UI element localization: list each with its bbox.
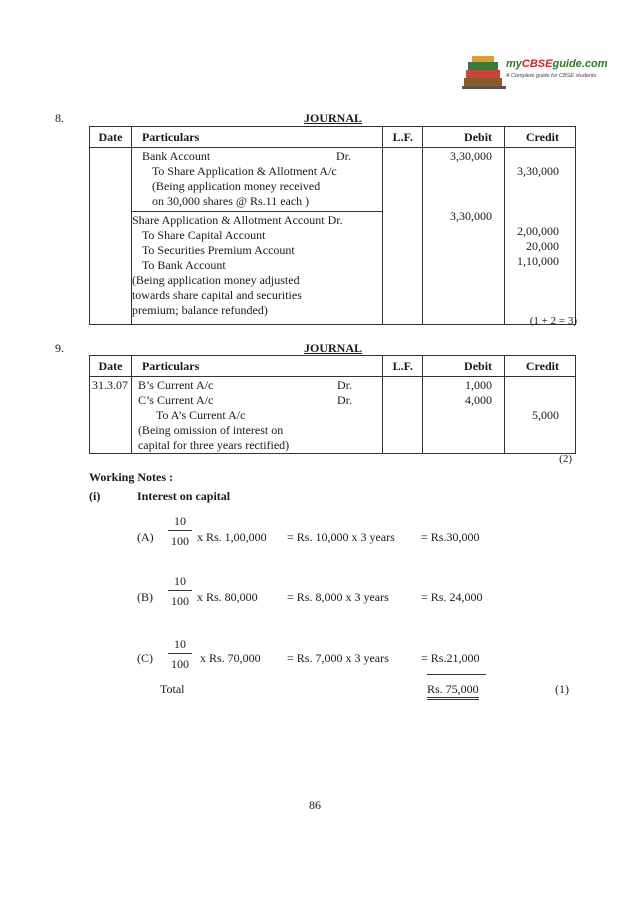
header-credit: Credit <box>505 127 576 148</box>
lf-cell <box>383 148 423 325</box>
header-debit: Debit <box>423 127 505 148</box>
q9-journal-title: JOURNAL <box>304 341 363 355</box>
date-cell <box>90 148 132 325</box>
header-particulars: Particulars <box>131 356 382 377</box>
q9-marks: (2) <box>559 453 572 465</box>
row-a-label: (A) <box>137 530 154 544</box>
header-debit: Debit <box>423 356 505 377</box>
q8-journal-title: JOURNAL <box>304 111 363 125</box>
table-row <box>90 148 576 212</box>
books-icon <box>462 48 506 94</box>
working-notes-sub-title: Interest on capital <box>137 489 231 503</box>
row-c-expression: x Rs. 70,000 <box>200 651 261 665</box>
row-c-calculation: = Rs. 7,000 x 3 years <box>287 651 389 665</box>
row-a-expression: x Rs. 1,00,000 <box>197 530 267 544</box>
debit-cell: 3,30,000 3,30,000 <box>423 148 505 325</box>
header-particulars: Particulars <box>131 127 382 148</box>
row-c-fraction: $\frac{10}{100}$ <box>168 637 192 671</box>
debit-cell: 1,000 4,000 <box>423 377 505 454</box>
logo-brand: myCBSEguide.com <box>506 58 608 70</box>
credit-cell: 3,30,000 2,00,000 20,000 1,10,000 <box>505 148 576 325</box>
row-b-label: (B) <box>137 590 153 604</box>
row-b-expression: x Rs. 80,000 <box>197 590 258 604</box>
logo-tagline: A Complete guide for CBSE students <box>506 73 597 79</box>
header-credit: Credit <box>505 356 576 377</box>
table-header-row <box>90 356 576 377</box>
working-notes-marks: (1) <box>555 682 569 696</box>
row-a-fraction: $\frac{10}{100}$ <box>168 514 192 548</box>
credit-cell: 5,000 <box>505 377 576 454</box>
header-date: Date <box>90 127 132 148</box>
header-lf: L.F. <box>383 127 423 148</box>
question-8-number: 8. <box>55 111 64 125</box>
row-b-calculation: = Rs. 8,000 x 3 years <box>287 590 389 604</box>
question-9-number: 9. <box>55 341 64 355</box>
lf-cell <box>383 377 423 454</box>
table-row <box>90 377 576 454</box>
q8-marks: (1 + 2 = 3) <box>529 315 577 327</box>
header-date: Date <box>90 356 132 377</box>
total-label: Total <box>160 682 185 696</box>
row-a-result: = Rs.30,000 <box>421 530 480 544</box>
row-b-fraction: $\frac{10}{100}$ <box>168 574 192 608</box>
row-c-label: (C) <box>137 651 153 665</box>
page-number: 86 <box>309 798 321 812</box>
working-notes-sub-number: (i) <box>89 489 101 503</box>
total-value: Rs. 75,000 <box>427 682 479 697</box>
particulars-cell: Bank Account Dr. To Share Application & Allotment A/c (Being application money received on 30,000 shares @ Rs.11 each ) <box>131 148 382 212</box>
particulars-cell: Share Application & Allotment Account Dr. To Share Capital Account To Securities Premium Account To Bank Account (Being application money adjusted towards share capital and securities premium; balance refunded) <box>131 212 382 325</box>
row-a-calculation: = Rs. 10,000 x 3 years <box>287 530 395 544</box>
row-b-result: = Rs. 24,000 <box>421 590 483 604</box>
total-top-rule <box>427 674 486 675</box>
working-notes-heading: Working Notes : <box>89 470 173 484</box>
q8-journal-table <box>89 126 576 325</box>
header-lf: L.F. <box>383 356 423 377</box>
table-header-row <box>90 127 576 148</box>
particulars-cell: B’s Current A/c Dr. C’s Current A/c Dr. To A’s Current A/c (Being omission of interest on capital for three years rectified) <box>131 377 382 454</box>
date-cell: 31.3.07 <box>90 377 132 454</box>
mycbseguide-logo <box>462 48 608 94</box>
row-c-result: = Rs.21,000 <box>421 651 480 665</box>
q9-journal-table <box>89 355 576 454</box>
